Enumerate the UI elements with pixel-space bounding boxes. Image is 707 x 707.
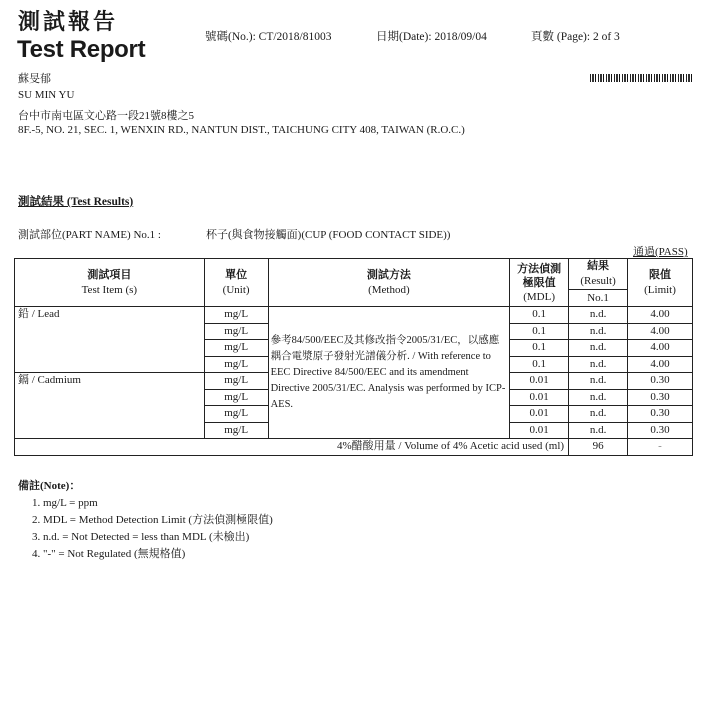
method-text: 參考84/500/EEC及其修改指令2005/31/EC，以感應耦合電漿原子發射光譜儀分析. / With reference to EEC Directive 84/500/EEC and its amendment Directive 2005/31/EC. Analysis was performed by ICP-AES.	[268, 307, 510, 439]
header-result: 結果 (Result)	[569, 259, 628, 290]
limit-cell: 4.00	[628, 356, 693, 373]
test-item-lead: 鉛 / Lead	[15, 307, 205, 373]
header-limit: 限值 (Limit)	[628, 259, 693, 307]
mdl-cell: 0.1	[510, 307, 569, 324]
limit-cell: 4.00	[628, 307, 693, 324]
report-number: 號碼(No.): CT/2018/81003	[205, 31, 332, 43]
mdl-cell: 0.01	[510, 389, 569, 406]
header-test-item: 測試項目 Test Item (s)	[15, 259, 205, 307]
unit-cell: mg/L	[204, 389, 268, 406]
part-value: 杯子(與食物接觸面)(CUP (FOOD CONTACT SIDE))	[206, 229, 451, 241]
client-name-cn: 蘇旻郁	[18, 73, 51, 85]
note-item: 1. mg/L = ppm	[32, 497, 98, 509]
mdl-cell: 0.01	[510, 406, 569, 423]
report-title-en: Test Report	[17, 36, 146, 63]
unit-cell: mg/L	[204, 340, 268, 357]
client-address-cn: 台中市南屯區文心路一段21號8樓之5	[18, 110, 194, 122]
table-row	[15, 307, 693, 324]
acetic-acid-label: 4%醋酸用量 / Volume of 4% Acetic acid used (ml)	[15, 439, 569, 456]
page-number: 頁數 (Page): 2 of 3	[531, 31, 620, 43]
table-header-row	[15, 259, 693, 290]
client-name-en: SU MIN YU	[18, 89, 75, 101]
result-cell: n.d.	[569, 307, 628, 324]
unit-cell: mg/L	[204, 323, 268, 340]
unit-cell: mg/L	[204, 307, 268, 324]
result-cell: n.d.	[569, 356, 628, 373]
limit-cell: 0.30	[628, 406, 693, 423]
mdl-cell: 0.01	[510, 373, 569, 390]
limit-cell: 0.30	[628, 389, 693, 406]
limit-cell: 0.30	[628, 422, 693, 439]
unit-cell: mg/L	[204, 373, 268, 390]
notes-title: 備註(Note)：	[18, 480, 81, 492]
result-cell: n.d.	[569, 373, 628, 390]
mdl-cell: 0.1	[510, 340, 569, 357]
note-item: 2. MDL = Method Detection Limit (方法偵測極限值)	[32, 514, 273, 526]
unit-cell: mg/L	[204, 422, 268, 439]
acetic-acid-result: 96	[569, 439, 628, 456]
header-mdl: 方法偵測 極限值 (MDL)	[510, 259, 569, 307]
table-footer-row	[15, 439, 693, 456]
mdl-cell: 0.1	[510, 356, 569, 373]
result-cell: n.d.	[569, 340, 628, 357]
report-title-cn: 測試報告	[18, 9, 119, 35]
test-item-cadmium: 鎘 / Cadmium	[15, 373, 205, 439]
header-result-no: No.1	[569, 290, 628, 307]
part-label: 測試部位(PART NAME) No.1 :	[18, 229, 161, 241]
header-method: 測試方法 (Method)	[268, 259, 510, 307]
note-item: 3. n.d. = Not Detected = less than MDL (未檢出)	[32, 531, 250, 543]
result-cell: n.d.	[569, 323, 628, 340]
unit-cell: mg/L	[204, 356, 268, 373]
report-date: 日期(Date): 2018/09/04	[376, 31, 487, 43]
limit-cell: 4.00	[628, 340, 693, 357]
limit-cell: 4.00	[628, 323, 693, 340]
unit-cell: mg/L	[204, 406, 268, 423]
result-cell: n.d.	[569, 389, 628, 406]
mdl-cell: 0.1	[510, 323, 569, 340]
verdict-badge: 通過(PASS)	[633, 246, 688, 258]
acetic-acid-limit: -	[628, 439, 693, 456]
barcode	[590, 74, 693, 82]
limit-cell: 0.30	[628, 373, 693, 390]
note-item: 4. "-" = Not Regulated (無規格值)	[32, 548, 186, 560]
mdl-cell: 0.01	[510, 422, 569, 439]
header-unit: 單位 (Unit)	[204, 259, 268, 307]
results-table	[14, 258, 693, 456]
result-cell: n.d.	[569, 406, 628, 423]
section-title: 測試結果 (Test Results)	[18, 196, 134, 208]
client-address-en: 8F.-5, NO. 21, SEC. 1, WENXIN RD., NANTUN DIST., TAICHUNG CITY 408, TAIWAN (R.O.C.)	[18, 124, 465, 136]
notes	[18, 478, 273, 563]
result-cell: n.d.	[569, 422, 628, 439]
